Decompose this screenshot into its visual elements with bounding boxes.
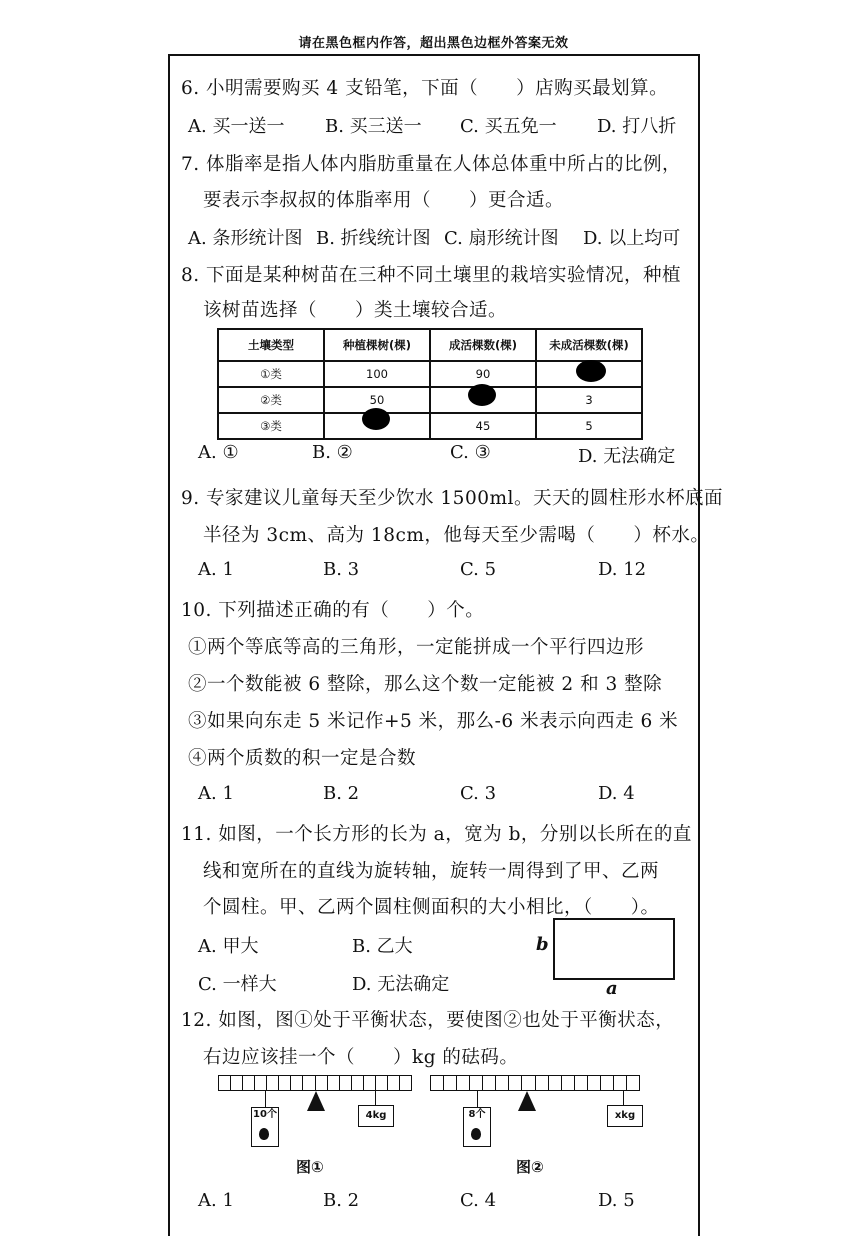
- table-header-cell: 种植棵树(棵): [324, 329, 430, 361]
- q12-stem-line1: 12. 如图，图①处于平衡状态，要使图②也处于平衡状态，: [181, 1010, 675, 1031]
- ink-blot: [362, 408, 390, 430]
- q7-stem-line2: 要表示李叔叔的体脂率用（ ）更合适。: [203, 190, 565, 211]
- q10-statement-2: ②一个数能被 6 整除，那么这个数一定能被 2 和 3 整除: [188, 674, 663, 695]
- table-cell: 5: [536, 413, 642, 439]
- q8-option-d: D. 无法确定: [578, 446, 676, 467]
- q10-statement-1: ①两个等底等高的三角形，一定能拼成一个平行四边形: [188, 637, 645, 658]
- q9-option-b: B. 3: [323, 559, 360, 580]
- table-cell: 90: [430, 361, 536, 387]
- q9-stem-line1: 9. 专家建议儿童每天至少饮水 1500ml。天天的圆柱形水杯底面: [181, 488, 723, 509]
- q8-option-a: A. ①: [198, 442, 239, 463]
- q8-stem-line1: 8. 下面是某种树苗在三种不同土壤里的栽培实验情况，种植: [181, 265, 682, 286]
- q7-option-b: B. 折线统计图: [316, 228, 431, 249]
- figure-2-caption: 图②: [516, 1158, 544, 1176]
- q7-option-c: C. 扇形统计图: [444, 228, 559, 249]
- soil-experiment-table: [217, 328, 643, 440]
- left-weight-2: [463, 1107, 491, 1147]
- q7-option-d: D. 以上均可: [583, 228, 681, 249]
- table-header-cell: 未成活棵数(棵): [536, 329, 642, 361]
- q10-option-b: B. 2: [323, 783, 360, 804]
- table-cell: ②类: [218, 387, 324, 413]
- table-cell: ①类: [218, 361, 324, 387]
- left-weight-1-label: 10个: [253, 1109, 277, 1120]
- fulcrum-2: [518, 1091, 536, 1111]
- balance-beam-1: [218, 1075, 412, 1091]
- q11-option-c: C. 一样大: [198, 974, 277, 995]
- answer-area-notice: 请在黑色框内作答，超出黑色边框外答案无效: [298, 36, 569, 51]
- q8-option-c: C. ③: [450, 442, 491, 463]
- rectangle-figure: [553, 918, 675, 980]
- q8-stem-line2: 该树苗选择（ ）类土壤较合适。: [203, 300, 508, 321]
- q7-option-a: A. 条形统计图: [188, 228, 303, 249]
- table-header-cell: 土壤类型: [218, 329, 324, 361]
- string: [623, 1091, 624, 1105]
- q6-stem: 6. 小明需要购买 4 支铅笔，下面（ ）店购买最划算。: [181, 78, 669, 99]
- fulcrum-1: [307, 1091, 325, 1111]
- q6-option-b: B. 买三送一: [325, 116, 422, 137]
- left-weight-2-label: 8个: [468, 1109, 486, 1120]
- q6-option-c: C. 买五免一: [460, 116, 557, 137]
- q11-option-d: D. 无法确定: [352, 974, 450, 995]
- q9-option-a: A. 1: [198, 559, 234, 580]
- figure-1-caption: 图①: [296, 1158, 324, 1176]
- table-cell: 45: [430, 413, 536, 439]
- table-cell: 100: [324, 361, 430, 387]
- q7-stem-line1: 7. 体脂率是指人体内脂肪重量在人体总体重中所占的比例，: [181, 154, 682, 175]
- q11-option-a: A. 甲大: [198, 936, 259, 957]
- weight-bag-icon: [471, 1128, 481, 1140]
- q11-stem-line3: 个圆柱。甲、乙两个圆柱侧面积的大小相比，（ ）。: [203, 897, 660, 918]
- table-header-cell: 成活棵数(棵): [430, 329, 536, 361]
- string: [477, 1091, 478, 1107]
- table-cell: ③类: [218, 413, 324, 439]
- string: [265, 1091, 266, 1107]
- q6-option-d: D. 打八折: [597, 116, 677, 137]
- q9-option-c: C. 5: [460, 559, 497, 580]
- q10-stem: 10. 下列描述正确的有（ ）个。: [181, 600, 485, 621]
- right-weight-2: xkg: [607, 1105, 643, 1127]
- q10-option-d: D. 4: [598, 783, 635, 804]
- q10-statement-4: ④两个质数的积一定是合数: [188, 748, 417, 769]
- rect-length-label: a: [606, 978, 618, 999]
- q11-stem-line1: 11. 如图，一个长方形的长为 a，宽为 b，分别以长所在的直: [181, 824, 692, 845]
- ink-blot: [468, 384, 496, 406]
- q10-option-c: C. 3: [460, 783, 497, 804]
- q11-option-b: B. 乙大: [352, 936, 413, 957]
- table-header-row: [218, 329, 642, 361]
- table-cell: 3: [536, 387, 642, 413]
- q8-option-b: B. ②: [312, 442, 353, 463]
- q12-stem-line2: 右边应该挂一个（ ）kg 的砝码。: [203, 1047, 519, 1068]
- q9-stem-line2: 半径为 3cm、高为 18cm，他每天至少需喝（ ）杯水。: [203, 525, 710, 546]
- table-row: [218, 413, 642, 439]
- ink-blot: [576, 360, 606, 382]
- table-cell: 50: [324, 387, 430, 413]
- q10-statement-3: ③如果向东走 5 米记作+5 米，那么-6 米表示向西走 6 米: [188, 711, 679, 732]
- q6-option-a: A. 买一送一: [188, 116, 285, 137]
- left-weight-1: [251, 1107, 279, 1147]
- string: [375, 1091, 376, 1105]
- q9-option-d: D. 12: [598, 559, 647, 580]
- table-row: [218, 387, 642, 413]
- weight-bag-icon: [259, 1128, 269, 1140]
- q10-option-a: A. 1: [198, 783, 234, 804]
- q11-stem-line2: 线和宽所在的直线为旋转轴，旋转一周得到了甲、乙两: [203, 861, 660, 882]
- q12-option-a: A. 1: [198, 1190, 234, 1211]
- q12-option-b: B. 2: [323, 1190, 360, 1211]
- balance-beam-2: [430, 1075, 640, 1091]
- q12-option-d: D. 5: [598, 1190, 635, 1211]
- rect-width-label: b: [536, 934, 549, 955]
- q12-option-c: C. 4: [460, 1190, 497, 1211]
- right-weight-1: 4kg: [358, 1105, 394, 1127]
